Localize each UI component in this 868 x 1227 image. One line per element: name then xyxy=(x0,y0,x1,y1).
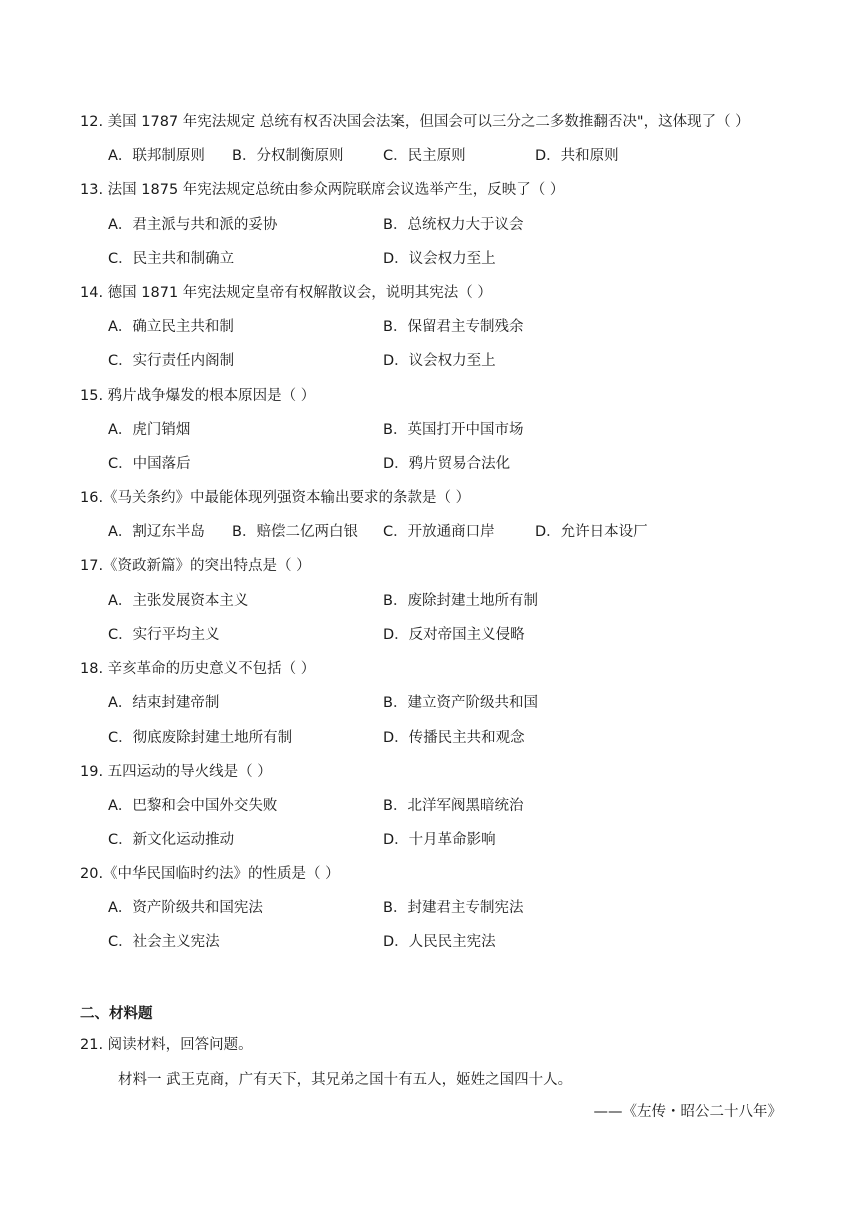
question-20-option-b: B．封建君主专制宪法 xyxy=(383,900,524,916)
material-1-source: ——《左传・昭公二十八年》 xyxy=(593,1104,782,1120)
question-13-option-a: A．君主派与共和派的妥协 xyxy=(108,217,278,233)
question-12-option-a: A．联邦制原则 xyxy=(108,148,205,164)
question-16-option-a: A．割辽东半岛 xyxy=(108,524,205,540)
question-13-stem: 13. 法国 1875 年宪法规定总统由参众两院联席会议选举产生，反映了（ ） xyxy=(80,182,565,198)
question-17-option-a: A．主张发展资本主义 xyxy=(108,593,249,609)
question-12-stem: 12. 美国 1787 年宪法规定 总统有权否决国会法案，但国会可以三分之二多数推翻否决"，这体现了（ ） xyxy=(80,114,750,130)
question-14-option-d: D．议会权力至上 xyxy=(383,353,496,369)
question-14-stem: 14. 德国 1871 年宪法规定皇帝有权解散议会，说明其宪法（ ） xyxy=(80,285,492,301)
question-15-option-d: D．鸦片贸易合法化 xyxy=(383,456,511,472)
question-18-option-b: B．建立资产阶级共和国 xyxy=(383,695,538,711)
section-heading: 二、材料题 xyxy=(80,1006,153,1022)
question-16-option-c: C．开放通商口岸 xyxy=(383,524,495,540)
question-18-option-d: D．传播民主共和观念 xyxy=(383,730,525,746)
question-20-option-a: A．资产阶级共和国宪法 xyxy=(108,900,263,916)
question-20-option-c: C．社会主义宪法 xyxy=(108,934,220,950)
material-1-text: 材料一 武王克商，广有天下，其兄弟之国十有五人，姬姓之国四十人。 xyxy=(118,1072,573,1088)
question-15-stem: 15. 鸦片战争爆发的根本原因是（ ） xyxy=(80,388,316,404)
question-17-option-d: D．反对帝国主义侵略 xyxy=(383,627,525,643)
question-20-option-d: D．人民民主宪法 xyxy=(383,934,496,950)
question-15-option-b: B．英国打开中国市场 xyxy=(383,422,524,438)
question-16-option-b: B．赔偿二亿两白银 xyxy=(232,524,358,540)
question-19-stem: 19. 五四运动的导火线是（ ） xyxy=(80,764,272,780)
question-15-option-c: C．中国落后 xyxy=(108,456,191,472)
question-18-stem: 18. 辛亥革命的历史意义不包括（ ） xyxy=(80,661,316,677)
question-18-option-c: C．彻底废除封建土地所有制 xyxy=(108,730,293,746)
question-19-option-c: C．新文化运动推动 xyxy=(108,832,235,848)
question-20-stem: 20.《中华民国临时约法》的性质是（ ） xyxy=(80,866,340,882)
question-14-option-b: B．保留君主专制残余 xyxy=(383,319,524,335)
question-14-option-a: A．确立民主共和制 xyxy=(108,319,234,335)
question-17-option-b: B．废除封建土地所有制 xyxy=(383,593,538,609)
question-12-option-c: C．民主原则 xyxy=(383,148,466,164)
question-18-option-a: A．结束封建帝制 xyxy=(108,695,220,711)
question-13-option-d: D．议会权力至上 xyxy=(383,251,496,267)
question-15-option-a: A．虎门销烟 xyxy=(108,422,191,438)
question-14-option-c: C．实行责任内阁制 xyxy=(108,353,235,369)
question-19-option-b: B．北洋军阀黑暗统治 xyxy=(383,798,524,814)
question-19-option-d: D．十月革命影响 xyxy=(383,832,496,848)
question-17-option-c: C．实行平均主义 xyxy=(108,627,220,643)
question-12-option-b: B．分权制衡原则 xyxy=(232,148,344,164)
question-21-stem: 21. 阅读材料，回答问题。 xyxy=(80,1037,253,1053)
question-17-stem: 17.《资政新篇》的突出特点是（ ） xyxy=(80,558,311,574)
question-13-option-b: B．总统权力大于议会 xyxy=(383,217,524,233)
question-13-option-c: C．民主共和制确立 xyxy=(108,251,235,267)
question-12-option-d: D．共和原则 xyxy=(535,148,619,164)
question-19-option-a: A．巴黎和会中国外交失败 xyxy=(108,798,278,814)
question-16-stem: 16.《马关条约》中最能体现列强资本输出要求的条款是（ ） xyxy=(80,490,471,506)
question-16-option-d: D．允许日本设厂 xyxy=(535,524,648,540)
